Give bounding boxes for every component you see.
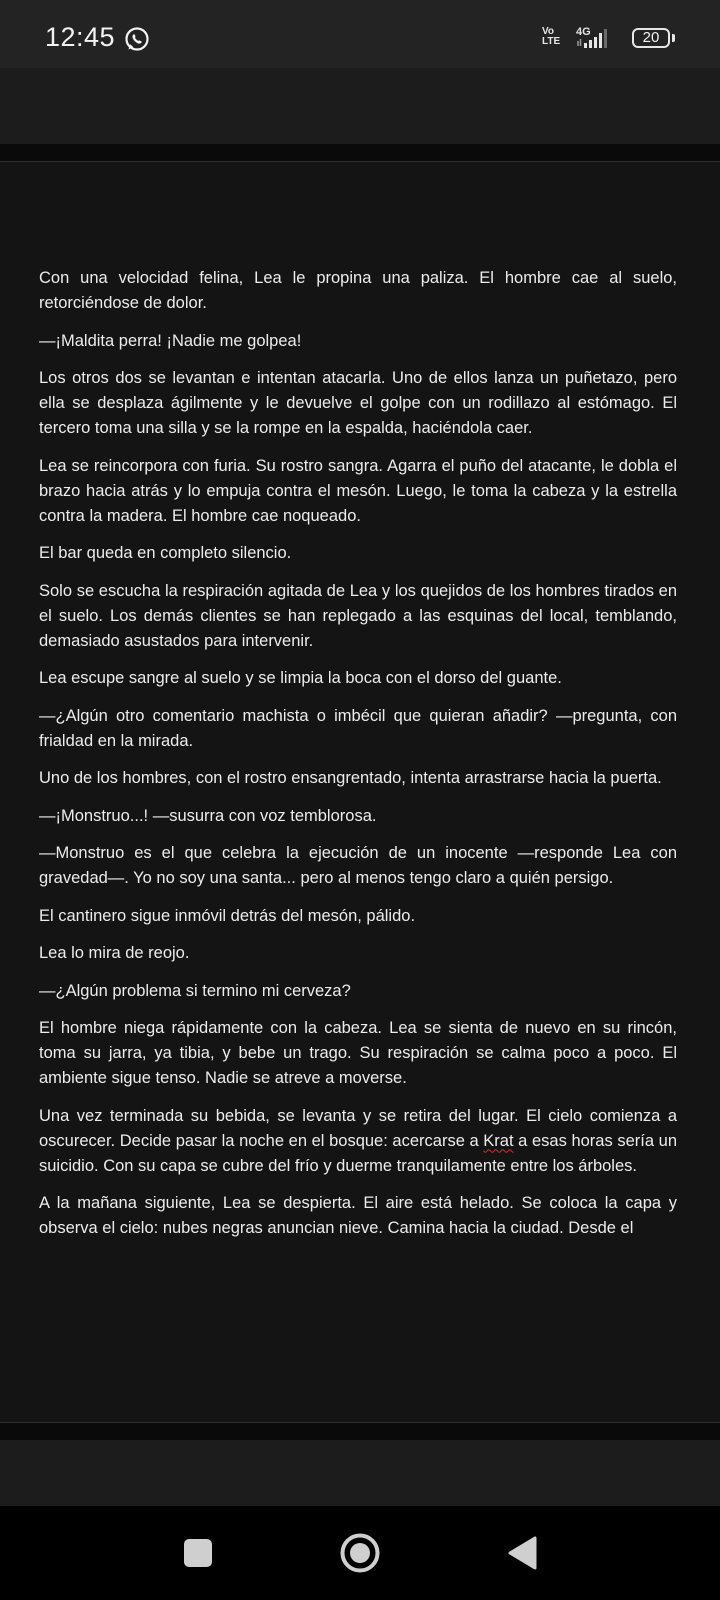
home-circle-icon: [339, 1532, 381, 1574]
paragraph[interactable]: —¿Algún problema si termino mi cerveza?: [39, 981, 351, 1000]
network-type-label: 4G: [576, 26, 591, 38]
signal-strength-icon: [577, 26, 621, 50]
paragraph[interactable]: —¡Monstruo...! —susurra con voz temblorosa.: [39, 806, 377, 825]
paragraph[interactable]: Uno de los hombres, con el rostro ensangrentado, intenta arrastrarse hacia la puerta.: [39, 769, 662, 787]
paragraph[interactable]: Solo se escucha la respiración agitada de Lea y los quejidos de los hombres tirados en el suelo. Los demás clientes se han replegado a las esquinas del local, temblando, demasiado asustados para intervenir.: [39, 581, 677, 650]
document-body[interactable]: [39, 266, 677, 1254]
home-button[interactable]: [320, 1506, 400, 1600]
paragraph[interactable]: —Monstruo es el que celebra la ejecución de un inocente —responde Lea con gravedad—. Yo no soy una santa... pero al menos tengo claro a quién persigo.: [39, 844, 677, 887]
bottom-toolbar: [0, 1440, 720, 1506]
paragraph[interactable]: —¡Maldita perra! ¡Nadie me golpea!: [39, 331, 302, 350]
paragraph[interactable]: A la mañana siguiente, Lea se despierta. El aire está helado. Se coloca la capa y observa el cielo: nubes negras anuncian nieve. Camina hacia la ciudad. Desde el: [39, 1194, 677, 1237]
page-divider-top: [0, 144, 720, 162]
misspelled-word[interactable]: Krat: [483, 1131, 514, 1150]
paragraph[interactable]: Lea se reincorpora con furia. Su rostro sangra. Agarra el puño del atacante, le dobla el brazo hacia atrás y lo empuja contra el mesón. Luego, le toma la cabeza y la estrella contra la madera. El hombre cae noqueado.: [39, 456, 677, 525]
paragraph[interactable]: Lea escupe sangre al suelo y se limpia la boca con el dorso del guante.: [39, 669, 562, 687]
page-divider-bottom: [0, 1422, 720, 1440]
status-time: 12:45: [45, 22, 116, 52]
paragraph[interactable]: Con una velocidad felina, Lea le propina una paliza. El hombre cae al suelo, retorciéndose de dolor.: [39, 269, 677, 312]
paragraph[interactable]: El cantinero sigue inmóvil detrás del mesón, pálido.: [39, 906, 416, 925]
document-page[interactable]: [0, 162, 720, 1422]
paragraph[interactable]: El hombre niega rápidamente con la cabeza. Lea se sienta de nuevo en su rincón, toma su jarra, ya tibia, y bebe un trago. Su respiración se calma poco a poco. El ambiente sigue tenso. Nadie se atreve a moverse.: [39, 1019, 677, 1087]
recents-button[interactable]: [158, 1506, 238, 1600]
battery-cap: [672, 34, 675, 42]
volte-indicator: Vo LTE: [542, 26, 561, 47]
paragraph[interactable]: —¿Algún otro comentario machista o imbécil que quieran añadir? —pregunta, con frialdad en la mirada.: [39, 706, 677, 750]
back-button[interactable]: [482, 1506, 562, 1600]
paragraph[interactable]: Lea lo mira de reojo.: [39, 944, 190, 962]
paragraph[interactable]: Una vez terminada su bebida, se levanta y se retira del lugar. El cielo comienza a oscurecer. Decide pasar la noche en el bosque: acercarse a Krat a esas horas sería un suicidio. Con su capa se cubre del frío y duerme tranquilamente entre los árboles.: [39, 1106, 677, 1175]
status-bar: [0, 0, 720, 68]
battery-icon: [632, 28, 670, 48]
back-triangle-icon: [506, 1535, 538, 1571]
battery-level: 20: [642, 29, 660, 46]
paragraph[interactable]: El bar queda en completo silencio.: [39, 544, 292, 562]
navigation-bar: [0, 1506, 720, 1600]
square-icon: [183, 1538, 213, 1568]
top-toolbar: [0, 68, 720, 144]
whatsapp-icon: [124, 26, 150, 52]
paragraph[interactable]: Los otros dos se levantan e intentan atacarla. Uno de ellos lanza un puñetazo, pero ella se desplaza ágilmente y le devuelve el golpe con un rodillazo al estómago. El tercero toma una silla y se la rompe en la espalda, haciéndola caer.: [39, 369, 677, 437]
